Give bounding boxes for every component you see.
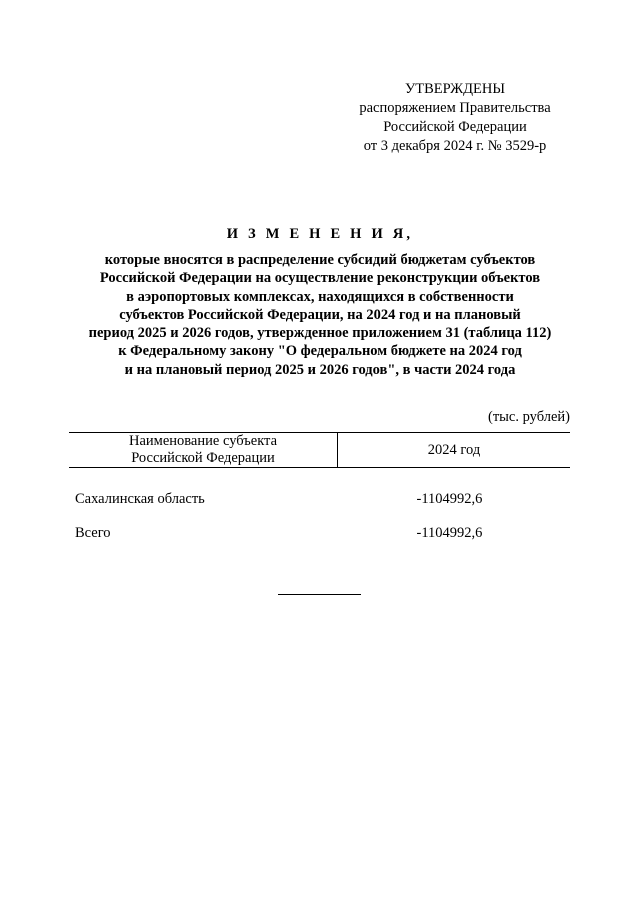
row-name: Всего: [75, 524, 111, 541]
row-value: -1104992,6: [416, 490, 483, 507]
closing-rule: [278, 594, 361, 595]
approval-line: распоряжением Правительства: [359, 100, 551, 116]
subtitle-line: Российской Федерации на осуществление реконструкции объектов: [99, 270, 541, 287]
unit-note: (тыс. рублей): [488, 409, 570, 425]
subsidy-table: [69, 432, 570, 550]
approval-block: [330, 80, 580, 156]
approval-line: от 3 декабря 2024 г. № 3529-р: [363, 138, 547, 154]
subtitle-line: которые вносятся в распределение субсидий бюджетам субъектов: [104, 252, 536, 268]
row-value: -1104992,6: [416, 524, 483, 541]
approval-heading: УТВЕРЖДЕНЫ: [404, 81, 506, 97]
header-year: 2024 год: [338, 433, 571, 468]
subtitle-line: субъектов Российской Федерации, на 2024 год и на плановый: [119, 306, 521, 323]
table-row: [69, 516, 570, 550]
table-row: [69, 468, 570, 517]
subtitle-line: в аэропортовых комплексах, находящихся в собственности: [126, 288, 514, 305]
table-header-row: [69, 433, 570, 468]
approval-line: Российской Федерации: [383, 119, 527, 135]
row-name: Сахалинская область: [75, 490, 205, 507]
subtitle-line: период 2025 и 2026 годов, утвержденное приложением 31 (таблица 112): [88, 325, 552, 342]
header-subject-line2: Российской Федерации: [131, 450, 275, 466]
header-subject: [69, 433, 338, 468]
subtitle-line: и на плановый период 2025 и 2026 годов", в части 2024 года: [124, 361, 516, 378]
header-subject-line1: Наименование субъекта: [128, 433, 278, 449]
subtitle-line: к Федеральному закону "О федеральном бюджете на 2024 год: [118, 343, 522, 360]
document-title: И З М Е Н Е Н И Я,: [226, 226, 414, 242]
document-subtitle: [60, 251, 580, 379]
